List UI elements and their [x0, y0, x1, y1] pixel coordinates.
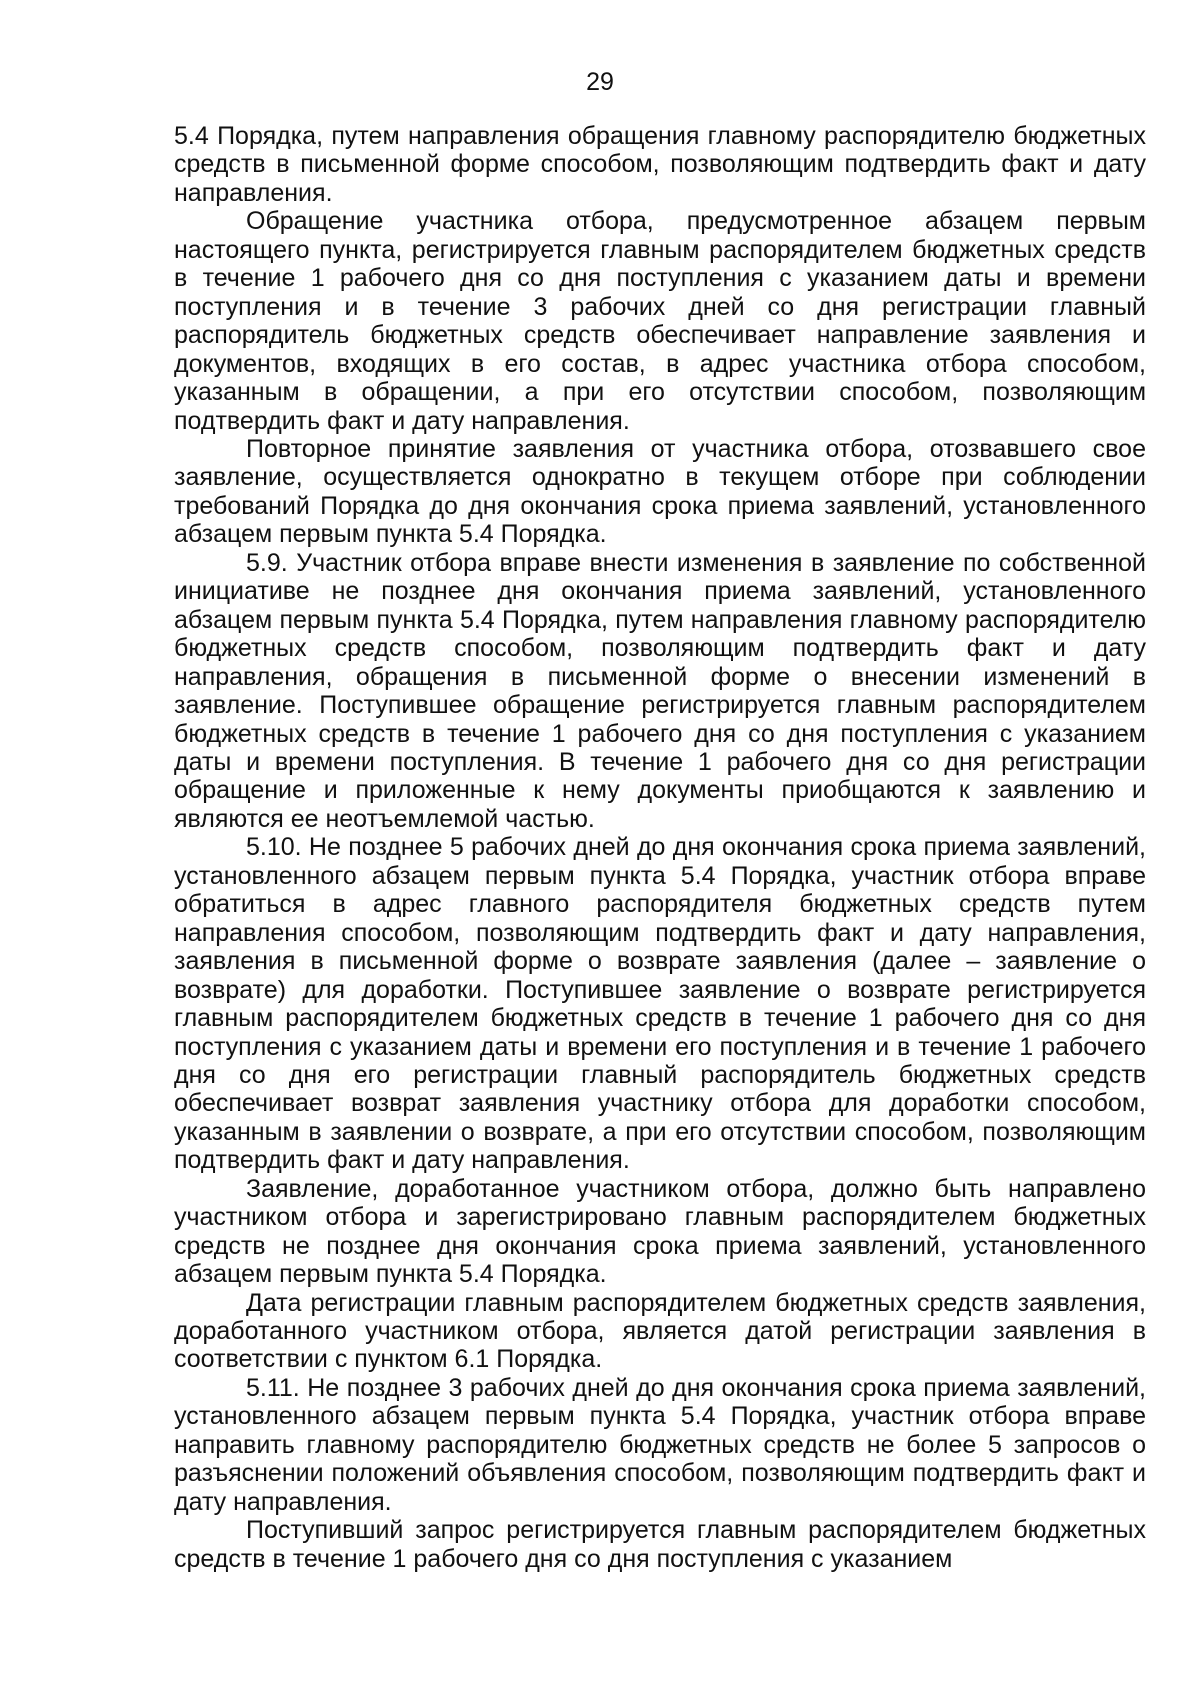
paragraph-appeal-registration: Обращение участника отбора, предусмотренное абзацем первым настоящего пункта, регистрируется главным распорядителем бюджетных средств в течение 1 рабочего дня со дня поступления с указанием даты и времени поступления и в течение 3 рабочих дней со дня регистрации главный распорядитель бюджетных средств обеспечивает направление заявления и документов, входящих в его состав, в адрес участника отбора способом, указанным в обращении, а при его отсутствии способом, позволяющим подтвердить факт и дату направления. [174, 207, 1146, 435]
paragraph-5-9: 5.9. Участник отбора вправе внести изменения в заявление по собственной инициативе не позднее дня окончания приема заявлений, установленного абзацем первым пункта 5.4 Порядка, путем направления главному распорядителю бюджетных средств способом, позволяющим подтвердить факт и дату направления, обращения в письменной форме о внесении изменений в заявление. Поступившее обращение регистрируется главным распорядителем бюджетных средств в течение 1 рабочего дня со дня поступления с указанием даты и времени поступления. В течение 1 рабочего дня со дня регистрации обращение и приложенные к нему документы приобщаются к заявлению и являются ее неотъемлемой частью. [174, 548, 1146, 833]
paragraph-request-registration: Поступивший запрос регистрируется главным распорядителем бюджетных средств в течение 1 рабочего дня со дня поступления с указанием [174, 1516, 1146, 1573]
page-number: 29 [586, 68, 614, 96]
paragraph-revised-application: Заявление, доработанное участником отбора, должно быть направлено участником отбора и зарегистрировано главным распорядителем бюджетных средств не позднее дня окончания срока приема заявлений, установленного абзацем первым пункта 5.4 Порядка. [174, 1174, 1146, 1289]
paragraph-5-10: 5.10. Не позднее 5 рабочих дней до дня окончания срока приема заявлений, установленного абзацем первым пункта 5.4 Порядка, участник отбора вправе обратиться в адрес главного распорядителя бюджетных средств путем направления способом, позволяющим подтвердить факт и дату направления, заявления в письменной форме о возврате заявления (далее – заявление о возврате) для доработки. Поступившее заявление о возврате регистрируется главным распорядителем бюджетных средств в течение 1 рабочего дня со дня поступления с указанием даты и времени его поступления и в течение 1 рабочего дня со дня его регистрации главный распорядитель бюджетных средств обеспечивает возврат заявления участнику отбора для доработки способом, указанным в заявлении о возврате, а при его отсутствии способом, позволяющим подтвердить факт и дату направления. [174, 833, 1146, 1175]
paragraph-registration-date: Дата регистрации главным распорядителем бюджетных средств заявления, доработанного участником отбора, является датой регистрации заявления в соответствии с пунктом 6.1 Порядка. [174, 1288, 1146, 1374]
paragraph-continuation: 5.4 Порядка, путем направления обращения главному распорядителю бюджетных средств в письменной форме способом, позволяющим подтвердить факт и дату направления. [174, 122, 1146, 207]
document-body [174, 122, 1146, 1573]
paragraph-5-11: 5.11. Не позднее 3 рабочих дней до дня окончания срока приема заявлений, установленного абзацем первым пункта 5.4 Порядка, участник отбора вправе направить главному распорядителю бюджетных средств не более 5 запросов о разъяснении положений объявления способом, позволяющим подтвердить факт и дату направления. [174, 1373, 1146, 1516]
paragraph-repeat-acceptance: Повторное принятие заявления от участника отбора, отозвавшего свое заявление, осуществляется однократно в текущем отборе при соблюдении требований Порядка до дня окончания срока приема заявлений, установленного абзацем первым пункта 5.4 Порядка. [174, 434, 1146, 549]
